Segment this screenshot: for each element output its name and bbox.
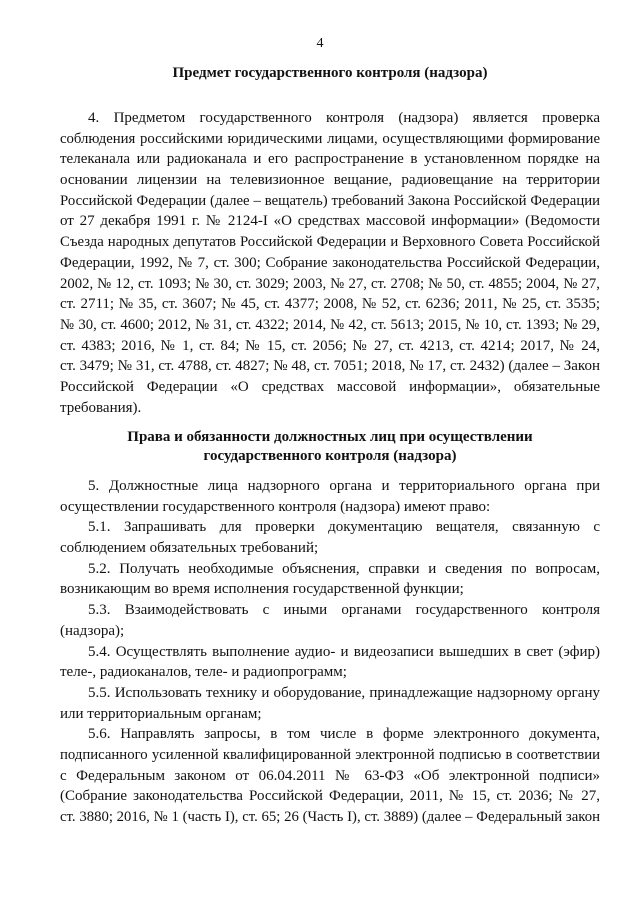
section-heading-line: Права и обязанности должностных лиц при осуществлении <box>127 429 533 445</box>
paragraph-line: соблюдением обязательных требований; <box>60 540 319 557</box>
paragraph-line: Федерации, 1992, № 7, ст. 300; Собрание законодательства Российской Федерации, <box>60 254 600 271</box>
paragraph-line: или территориальным органам; <box>60 705 262 722</box>
paragraph-line: возникающим во время исполнения государственной функции; <box>60 581 464 598</box>
paragraph-line: ст. 3479; № 31, ст. 4788, ст. 4827; № 48, ст. 7051; 2018, № 17, ст. 2432) (далее – Закон <box>60 358 600 375</box>
paragraph-line: подписанного усиленной квалифицированной электронной подписью в соответствии <box>60 746 600 763</box>
paragraph-line: телеканала или радиоканала и его распространение в установленном порядке на <box>60 151 600 168</box>
paragraph-4 <box>60 108 600 418</box>
paragraph-line: ст. 2711; № 35, ст. 3607; № 45, ст. 4377; 2008, № 52, ст. 6236; 2011, № 25, ст. 3535; <box>60 296 600 313</box>
page-number: 4 <box>316 36 324 51</box>
paragraph-line: теле-, радиоканалов, теле- и радиопрограмм; <box>60 664 347 681</box>
clause-5-2: 5.2. Получать необходимые объяснения, справки и сведения по вопросам, <box>88 560 600 577</box>
paragraph-line: 5. Должностные лица надзорного органа и территориального органа при <box>88 478 600 494</box>
paragraph-line: 2002, № 12, ст. 1093; № 30, ст. 3029; 2003, № 27, ст. 2708; № 50, ст. 4855; 2004, № 27, <box>60 275 600 292</box>
section-heading-subject: Предмет государственного контроля (надзора) <box>172 65 488 81</box>
paragraph-line: Съезда народных депутатов Российской Федерации и Верховного Совета Российской <box>60 234 600 251</box>
paragraph-line: с Федеральным законом от 06.04.2011 № 63-ФЗ «Об электронной подписи» <box>60 767 600 784</box>
section-heading-rights <box>60 428 600 466</box>
clause-5-4: 5.4. Осуществлять выполнение аудио- и видеозаписи вышедших в свет (эфир) <box>88 643 600 660</box>
paragraph-line: осуществлении государственного контроля (надзора) имеют право: <box>60 498 491 515</box>
paragraph-line: 4. Предметом государственного контроля (надзора) является проверка <box>88 110 600 126</box>
clause-5-1: 5.1. Запрашивать для проверки документацию вещателя, связанную с <box>88 519 600 536</box>
paragraph-line: (надзора); <box>60 622 125 639</box>
clause-5-3: 5.3. Взаимодействовать с иными органами государственного контроля <box>88 602 600 619</box>
paragraph-line: соблюдения российскими юридическими лицами, осуществляющими формирование <box>60 130 600 147</box>
clause-5-5: 5.5. Использовать технику и оборудование, принадлежащие надзорному органу <box>88 684 600 701</box>
paragraph-line: основании лицензии на телевизионное вещание, радиовещание на территории <box>60 172 600 189</box>
paragraph-line: № 30, ст. 4600; 2012, № 31, ст. 4322; 2014, № 42, ст. 5613; 2015, № 10, ст. 1393; № 29, <box>60 316 600 333</box>
paragraph-line: от 27 декабря 1991 г. № 2124-I «О средствах массовой информации» (Ведомости <box>60 213 600 230</box>
paragraph-line: требования). <box>60 399 142 416</box>
section-heading-line: государственного контроля (надзора) <box>203 448 457 464</box>
paragraph-line: Российской Федерации «О средствах массовой информации», обязательные <box>60 378 600 395</box>
paragraph-line: ст. 3880; 2016, № 1 (часть I), ст. 65; 26 (Часть I), ст. 3889) (далее – Федеральный закон <box>60 809 600 825</box>
paragraph-line: (Собрание законодательства Российской Федерации, 2011, № 15, ст. 2036; № 27, <box>60 788 600 805</box>
clause-5-6: 5.6. Направлять запросы, в том числе в форме электронного документа, <box>88 726 600 743</box>
paragraph-5 <box>60 476 600 828</box>
paragraph-line: ст. 4383; 2016, № 1, ст. 84; № 15, ст. 2056; № 27, ст. 4213, ст. 4214; 2017, № 24, <box>60 337 600 354</box>
paragraph-line: Российской Федерации (далее – вещатель) требований Закона Российской Федерации <box>60 192 600 209</box>
